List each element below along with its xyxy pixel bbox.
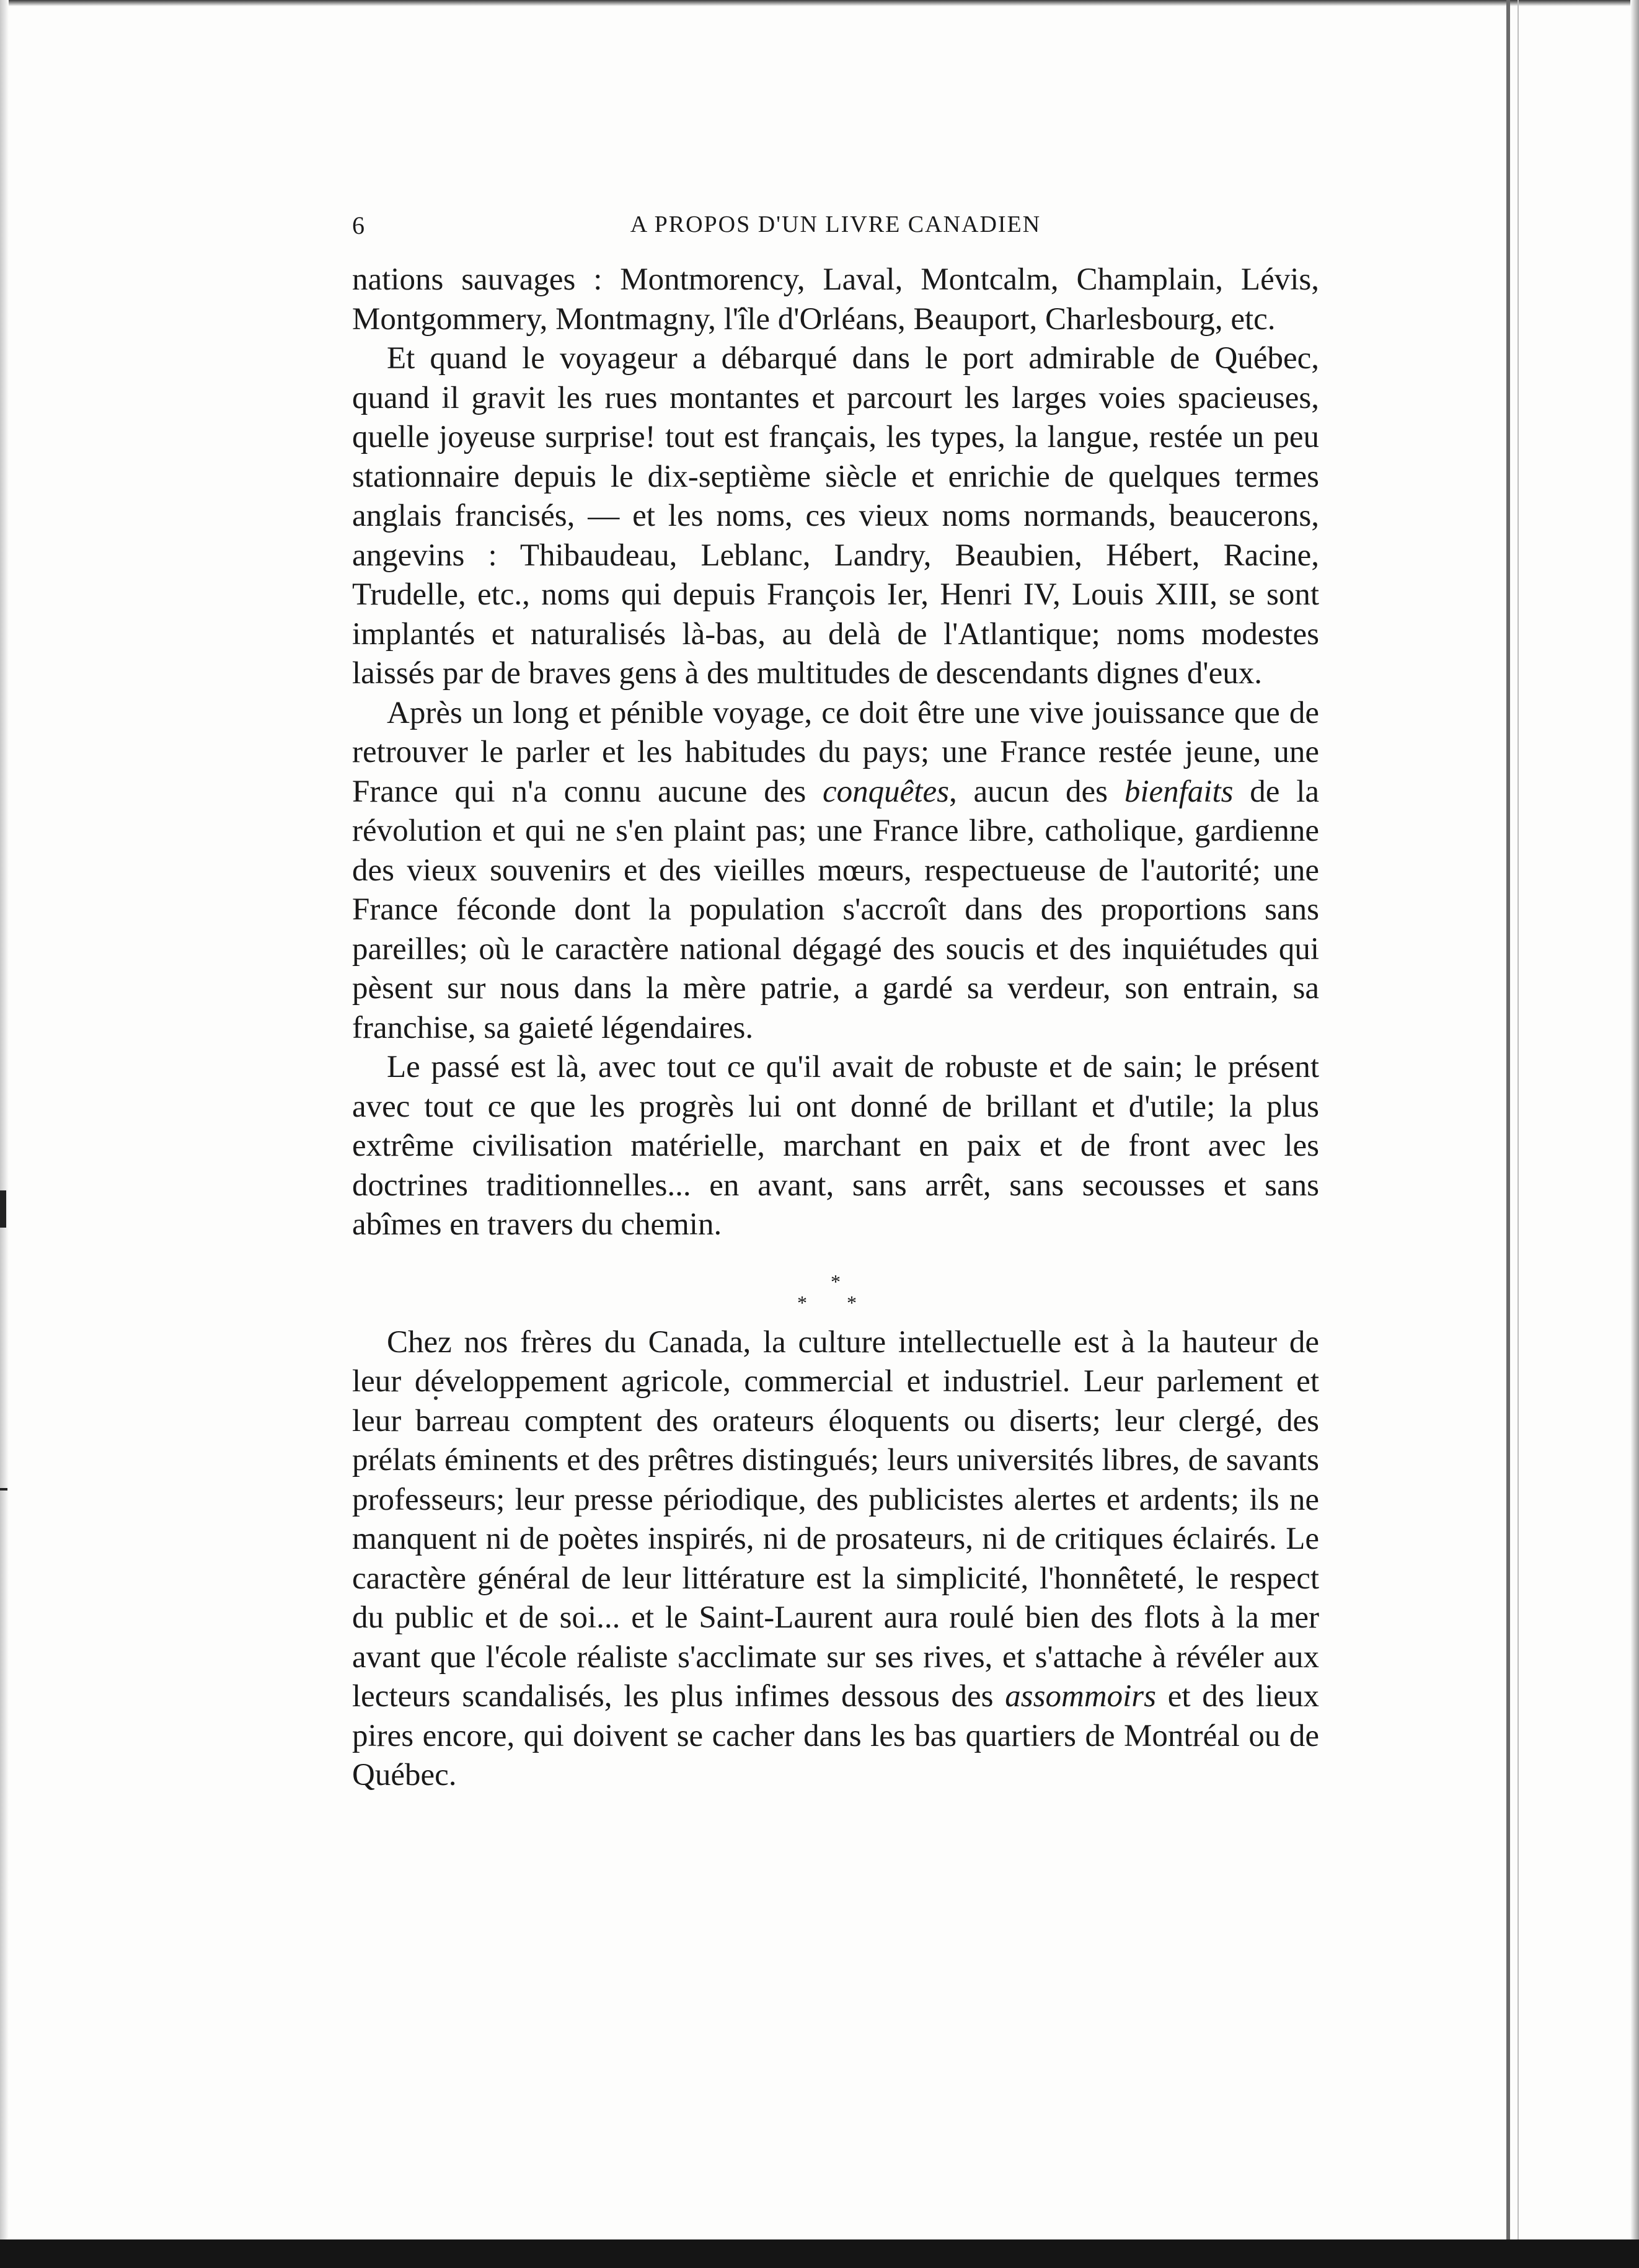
paragraph-3 (352, 694, 1319, 1048)
paragraph-3-text-a: Après un long et pénible voyage, ce doit être une vive jouissance que de retrouver le parler et les habitudes du pays; une France restée jeune, une France qui n'a connu aucune des (352, 695, 1319, 809)
scan-artifact-left-tick (0, 1488, 7, 1491)
italic-assommoirs: assommoirs (1005, 1679, 1156, 1714)
separator-stars-bottom: * * (797, 1291, 874, 1314)
paragraph-3-text-c: de la révolution et qui ne s'en plaint pas; une France libre, catholique, gardienne des vieux souvenirs et des vieilles mœurs, respectueuse de l'autorité; une France féconde dont la population s'accroît dans des proportions sans pareilles; où le caractère national dégagé des soucis et des inquiétudes qui pèsent sur nous dans la mère patrie, a gardé sa verdeur, son entrain, sa franchise, sa gaieté légendaires. (352, 774, 1319, 1045)
body-text (352, 260, 1319, 1796)
italic-bienfaits: bienfaits (1124, 774, 1234, 809)
section-separator (352, 1245, 1319, 1323)
scan-right-edge (1630, 0, 1639, 2268)
paragraph-4: Le passé est là, avec tout ce qu'il avait de robuste et de sain; le présent avec tout ce que les progrès lui ont donné de brillant et d'utile; la plus extrême civilisation matérielle, marchant en paix et de front avec les doctrines traditionnelles... en avant, sans arrêt, sans secousses et sans abîmes en travers du chemin. (352, 1050, 1319, 1242)
paragraph-1: nations sauvages : Montmorency, Laval, Montcalm, Champlain, Lévis, Montgommery, Montmagny, l'île d'Orléans, Beauport, Charlesbourg, etc. (352, 262, 1319, 337)
scan-top-edge (0, 0, 1639, 6)
paragraph-3-text-b: , aucun des (948, 774, 1124, 809)
scan-left-edge (0, 0, 9, 2268)
separator-star-top: * (831, 1270, 841, 1293)
running-header (352, 211, 1319, 248)
paragraph-5-text-b: et des lieux pires encore, qui doivent se cacher dans les bas quartiers de Montréal ou de Québec. (352, 1679, 1319, 1792)
italic-conquetes: conquêtes (823, 774, 949, 809)
page-fold-line (1518, 0, 1519, 2268)
running-title: A PROPOS D'UN LIVRE CANADIEN (630, 211, 1041, 237)
paragraph-5 (352, 1323, 1319, 1796)
paragraph-2: Et quand le voyageur a débarqué dans le port admirable de Québec, quand il gravit les rues montantes et parcourt les larges voies spacieuses, quelle joyeuse surprise! tout est français, les types, la langue, restée un peu stationnaire depuis le dix-septième siècle et enrichie de quelques termes anglais francisés, — et les noms, ces vieux noms normands, beaucerons, angevins : Thibaudeau, Leblanc, Landry, Beaubien, Hébert, Racine, Trudelle, etc., noms qui depuis François Ier, Henri IV, Louis XIII, se sont implantés et naturalisés là-bas, au delà de l'Atlantique; noms modestes laissés par de braves gens à des multitudes de descendants dignes d'eux. (352, 341, 1319, 691)
page-fold-shadow (1506, 0, 1510, 2268)
scan-artifact-left (0, 1190, 6, 1228)
page-number: 6 (352, 211, 365, 239)
paragraph-5-text-a: Chez nos frères du Canada, la culture intellectuelle est à la hauteur de leur développement agricole, commercial et industriel. Leur parlement et leur barreau comptent des orateurs éloquents ou diserts; leur clergé, des prélats éminents et des prêtres distingués; leurs universités libres, de savants professeurs; leur presse périodique, des publicistes alertes et ardents; ils ne manquent ni de poètes inspirés, ni de prosateurs, ni de critiques éclairés. Le caractère général de leur littérature est la simplicité, l'honnêteté, le respect du public et de soi... et le Saint-Laurent aura roulé bien des flots à la mer avant que l'école réaliste s'acclimate sur ses rives, et s'attache à révéler aux lecteurs scandalisés, les plus infimes dessous des (352, 1324, 1319, 1714)
scan-bottom-edge (0, 2239, 1639, 2268)
